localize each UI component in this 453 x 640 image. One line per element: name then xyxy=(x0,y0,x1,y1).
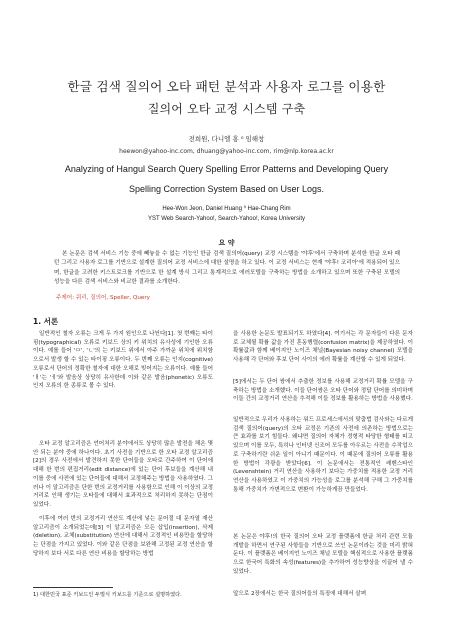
body-paragraph: 일반적인 철자 오류는 크게 두 가지 원인으로 나뉜다[1]. 첫 번째는 타이핑(typographical) 오류로 키보드 상의 키 위치의 유사성에 기인한 오류이다. 예를 들어 'ㅁ', 'ㄴ'의 는 키보드 위에서 아주 가까운 위치에 위치함으로서 발생 할 수 있는 타이핑 오류이다. 두 번째 오류는 인지(cognitive) 오류로서 단어의 정확한 철자에 대한 오해로 빚어지는 오류이다. 예를 들어 'ㅐ'는 'ㅔ'와 발음상 상당히 유사한데 이와 같은 발음(phonetic) 오류도 인지 오류의 한 종류로 볼 수 있다. xyxy=(33,331,213,390)
body-paragraph: 앞으로 2장에서는 한국 질의어들의 특징에 대해서 살펴 xyxy=(233,591,367,597)
body-paragraph: 이후에 여러 번의 교정거리 연산도 계산에 넣는 문어절 대 문자열 재산 알고리즘이 소개되었는데[3] 이 알고리즘은 모든 삽입(insertion), 삭제(deletion), 교체(substitution) 연산에 대해서 고정적인 비용만을 할당하는 단점을 가지고 있었다. 이와 같은 단점을 보완해 고정된 교정 연산을 할당하지 보다 서로 다른 연산 비용을 할당하는 방법 xyxy=(33,516,213,557)
title-korean-line2: 질의어 오타 교정 시스템 구축 xyxy=(147,102,306,116)
author-emails: heewon@yahoo-inc.com, dhuang@yahoo-inc.com, rim@nlp.korea.ac.kr xyxy=(119,148,334,155)
footnote-rule xyxy=(33,587,113,588)
authors-english: Hee-Won Jeon, Daniel Huang ⁰ Hae-Chang Rim xyxy=(162,206,291,212)
body-paragraph: 일반적으로 우리가 사용하는 워드 프로세스에서의 맞춤법 검사와는 다르게 검색 질의어(query)의 오타 교정은 기존의 사전에 의존하는 방법으로는 큰 효과를 보기 힘들다. 왜냐면 질의어 자체가 정형적 타당한 형태를 띠고 있으며 이를 모두, 특히나 인터넷 신조어 모두를 아우르는 사전을 수작업으로 구축하기란 쉬운 일이 아니기 때문이다. 이 때문에 질의어 오류를 활용한 방법이 각광을 받았다[6]. 이 논문에서는 전통적인 레벤스타인(Levenshtein) 거리 연산을 사용하기 보다는 가중치를 적용한 교정 거리 연산을 사용하였고 이 가중치의 가능성을 로그를 분석해 구해 그 가중치를 통해 가중치가 가변적으로 변환이 가능하게끔 만들었다. xyxy=(233,417,413,493)
title-english-line1: Analyzing of Hangul Search Query Spelling Error Patterns and Developing Query xyxy=(64,164,389,174)
body-paragraph: 오타 교정 알고리즘은 언어처리 분야에서도 상당히 많은 발전을 해온 몇 안 되는 분야 중에 하나이다. 초기 사전을 기반으로 한 오타 교정 알고리즘[2]의 경우 사전에서 발견하지 못한 단어들을 오타로 간주하여 이 단어에 대해 한 번의 편집거리(edit distance)에 있는 단어 후보들을 계산해 내 이를 중에 사전에 있는 단어들에 대해서 교정해주는 방법을 사용하였다. 그러나 이 알고리즘은 단한 번의 교정거리를 사용함으로 인해 이 이상의 교정거리로 인해 생기는 오타들에 대해서 효과적으로 처리하지 못하는 단점이 있었다. xyxy=(33,441,213,508)
body-paragraph: 본 논문은 야후!의 한국 질의어 오타 교정 플랫폼에 한글 처리 관련 모듈 개발을 하면서 연구된 사항들을 기반으로 쓰인 논문이라는 것을 미리 밝혀둔다. 이 플랫폼은 베이지언 노이즈 채널 모델을 핵심적으로 사용한 플랫폼으로 한국어 특화의 속성(features)을 추가하여 성능향상을 이끌어 낼 수 있었다. xyxy=(233,534,413,575)
abstract-heading: 요 약 xyxy=(218,239,235,247)
affiliation-english: YST Web Search-Yahoo!, Search-Yahoo!, Korea University xyxy=(148,216,305,222)
title-english-line2: Spelling Correction System Based on User Logs. xyxy=(128,184,325,194)
keywords: 주제어: 쿼리, 질의어, Speller, Query xyxy=(56,295,150,301)
body-paragraph: 을 사용한 논문도 발표되기도 하였다[4]. 여기서는 각 문자들이 다른 문자로 교체될 확률 값을 가진 혼동행렬(confusion matrix)을 제공하였다. 이 확률값과 함께 베이지안 노이즈 채널(Bayesian noisy channel) 모델을 사용해 각 단어와 후보 단어 사이의 에러 확률을 계산할 수 있게 되었다. xyxy=(233,331,413,364)
body-paragraph: [5]에서는 두 단어 쌍에서 추출한 정보를 사용해 교정거리 확률 모델을 구축하는 방법을 소개했다. 이들 단어쌍은 오타 단어와 정답 단어를 의미하며 이들 간의 교정거리 연산을 추적해 이들 정보를 활용하는 방법을 사용했다. xyxy=(233,379,413,403)
abstract-text: 본 논문은 검색 서비스 기능 중에 빼놓을 수 없는 기능인 한글 검색 질의어(query) 교정 시스템을 '야후'에서 구축하며 분석한 한글 오타 패턴 그리고 사용자 로그를 기반으로 설계한 질의어 교정 서비스에 대한 설명을 하고 있다. 이 교정 서비스는 현재 '야후! 코리아'에 적용되어 있으며, 한글을 고려한 키스트로크를 기반으로 한 설계 방식 그리고 통계적으로 에러모델을 구축하는 방법을 소개하고 있으며 또한 구축된 모델의 성능을 다른 검색 서비스와 비교한 결과를 소개한다. xyxy=(54,251,400,286)
footnote: 1) 대한민국 표준 키보드인 두벌식 키보드를 기준으로 설명하였다. xyxy=(33,592,182,598)
section-heading-intro: 1. 서론 xyxy=(33,317,59,326)
authors-korean: 전희원, 다니엘 홍 ⁰ 임해창 xyxy=(188,135,265,143)
title-korean-line1: 한글 검색 질의어 오타 패턴 분석과 사용자 로그를 이용한 xyxy=(67,79,386,94)
